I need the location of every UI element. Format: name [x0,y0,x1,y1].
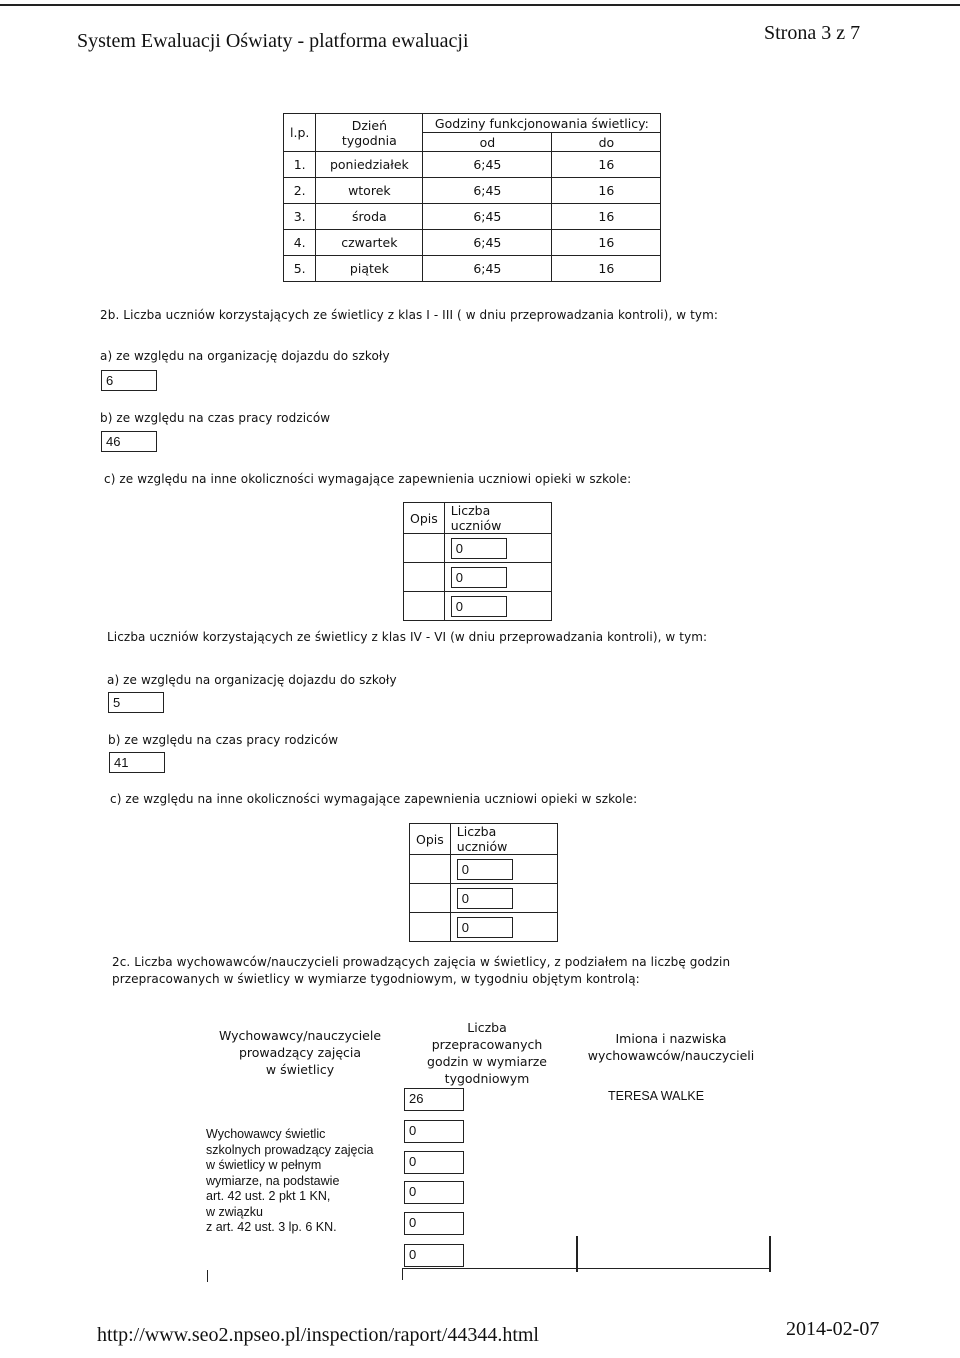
col2-header-line: godzin w wymiarze [427,1054,547,1069]
count-header: Liczba uczniów [450,824,557,855]
description-line: z art. 42 ust. 3 lp. 6 KN. [206,1220,337,1234]
top-rule [0,4,960,6]
count-cell [444,592,551,621]
table-divider-line [769,1236,771,1272]
table-row [284,178,661,204]
row-to: 16 [552,230,661,256]
opis-cell [404,534,445,563]
section-4-6-b-label: b) ze względu na czas pracy rodziców [108,733,339,747]
table-row [284,152,661,178]
col2-header-line: tygodniowym [444,1071,530,1086]
footer-url[interactable]: http://www.seo2.npseo.pl/inspection/raport/44344.html [97,1324,539,1346]
count-field[interactable]: 0 [451,596,507,617]
hours-field[interactable]: 0 [404,1244,464,1267]
description-line: w związku [206,1204,263,1219]
section-4-6-heading: Liczba uczniów korzystających ze świetlicy z klas IV - VI (w dniu przeprowadzania kontroli), w tym: [107,630,708,644]
schedule-table [283,113,661,282]
col-from: od [423,133,552,152]
hours-field[interactable]: 0 [404,1181,464,1204]
col3-header-line: Imiona i nazwiska [615,1031,727,1046]
table-row [410,855,558,884]
count-field[interactable]: 0 [457,917,513,938]
row-to: 16 [552,256,661,282]
row-day: środa [316,204,423,230]
col2-header [402,1019,572,1087]
col3-header-line: wychowawców/nauczycieli [587,1048,755,1063]
table-row [404,563,552,592]
row-lp: 2. [284,178,316,204]
footer-date: 2014-02-07 [786,1318,880,1340]
table-row [284,256,661,282]
description-line: Wychowawcy świetlic [206,1127,326,1141]
opis-header: Opis [410,824,451,855]
section-2b-b-field[interactable]: 46 [101,431,157,452]
row-day: wtorek [316,178,423,204]
opis-cell [410,913,451,942]
hours-field-first[interactable]: 26 [404,1088,464,1111]
page-header-title: System Ewaluacji Oświaty - platforma ewaluacji [77,30,469,52]
count-cell [450,884,557,913]
table-bottom-line [402,1268,770,1269]
description-line: wymiarze, na podstawie [206,1173,340,1188]
section-4-6-a-label: a) ze względu na organizację dojazdu do szkoły [107,673,397,687]
section-2b-b-label: b) ze względu na czas pracy rodziców [100,411,331,425]
table-row [284,230,661,256]
section-4-6-opis-table [409,823,558,942]
count-field[interactable]: 0 [457,888,513,909]
row-from: 6;45 [423,230,552,256]
description-line: szkolnych prowadzący zajęcia [206,1142,374,1157]
row-lp: 5. [284,256,316,282]
teacher-name: TERESA WALKE [608,1089,705,1103]
table-row [404,592,552,621]
col3-header [576,1030,766,1064]
col-hours: Godziny funkcjonowania świetlicy: [423,114,661,133]
teacher-category-description [206,1127,373,1236]
description-line: w świetlicy w pełnym [206,1158,322,1172]
col-lp: l.p. [284,114,316,152]
hours-field[interactable]: 0 [404,1151,464,1174]
row-lp: 4. [284,230,316,256]
col1-header [200,1027,400,1078]
opis-cell [410,884,451,913]
section-2c-heading-line2: przepracowanych w świetlicy w wymiarze tygodniowym, w tygodniu objętym kontrolą: [112,972,640,986]
table-row [284,204,661,230]
count-cell [450,855,557,884]
col2-header-line: przepracowanych [431,1037,543,1052]
count-cell [450,913,557,942]
opis-cell [410,855,451,884]
col1-header-line: Wychowawcy/nauczyciele [218,1028,382,1043]
count-field[interactable]: 0 [451,567,507,588]
row-lp: 1. [284,152,316,178]
row-day: poniedziałek [316,152,423,178]
table-divider-line [402,1268,403,1280]
section-4-6-a-field[interactable]: 5 [108,692,164,713]
section-2b-a-label: a) ze względu na organizację dojazdu do szkoły [100,349,390,363]
row-to: 16 [552,152,661,178]
section-4-6-b-field[interactable]: 41 [109,752,165,773]
description-line: art. 42 ust. 2 pkt 1 KN, [206,1189,331,1203]
row-day: czwartek [316,230,423,256]
page-number: Strona 3 z 7 [764,22,861,44]
row-from: 6;45 [423,152,552,178]
row-from: 6;45 [423,178,552,204]
row-from: 6;45 [423,256,552,282]
section-2b-a-field[interactable]: 6 [101,370,157,391]
count-field[interactable]: 0 [457,859,513,880]
row-day: piątek [316,256,423,282]
section-2b-heading: 2b. Liczba uczniów korzystających ze świetlicy z klas I - III ( w dniu przeprowadzania kontroli), w tym: [100,308,719,322]
count-header: Liczba uczniów [444,503,551,534]
col1-header-line: prowadzący zajęcia [238,1045,362,1060]
hours-field[interactable]: 0 [404,1212,464,1235]
row-from: 6;45 [423,204,552,230]
table-row [410,884,558,913]
col-day: Dzień tygodnia [316,114,423,152]
table-divider-line [576,1236,578,1272]
table-row [410,913,558,942]
section-2b-opis-table [403,502,552,621]
table-divider-line [207,1270,208,1282]
col2-header-line: Liczba [467,1020,507,1035]
hours-field[interactable]: 0 [404,1120,464,1143]
col-to: do [552,133,661,152]
opis-cell [404,563,445,592]
row-to: 16 [552,178,661,204]
section-2b-c-label: c) ze względu na inne okoliczności wymagające zapewnienia uczniowi opieki w szkole: [104,472,632,486]
opis-cell [404,592,445,621]
table-row [404,534,552,563]
section-2c-heading-line1: 2c. Liczba wychowawców/nauczycieli prowadzących zajęcia w świetlicy, z podziałem na liczbę godzin [112,955,731,969]
count-cell [444,563,551,592]
count-field[interactable]: 0 [451,538,507,559]
count-cell [444,534,551,563]
row-to: 16 [552,204,661,230]
col1-header-line: w świetlicy [265,1062,335,1077]
row-lp: 3. [284,204,316,230]
opis-header: Opis [404,503,445,534]
section-4-6-c-label: c) ze względu na inne okoliczności wymagające zapewnienia uczniowi opieki w szkole: [110,792,638,806]
